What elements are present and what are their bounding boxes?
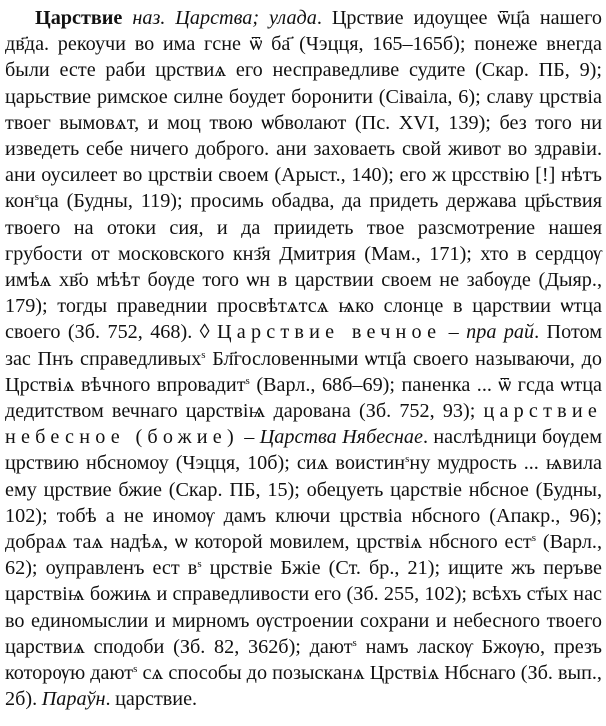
italic-gloss: Царства Нябеснае [259,426,423,449]
entry-text: (Варл., 62); оуправленъ ест в [5,531,602,580]
spaced-phrase: царствие небесное (божие) [5,400,602,449]
spaced-phrase: Царствие вечное [217,321,442,344]
superscript-mark: s [531,532,537,545]
italic-gloss: Параўн [41,688,106,711]
superscript-mark: s [352,636,357,649]
entry-text: сѧ способы до позысканѧ Црствіѧ Нбснаго (Зб. вып., 2б). [5,662,602,711]
superscript-mark: s [34,191,39,204]
entry-text: ца (Будны, 119); просимь обадва, да придеть держава цр҃ьствия твоего на отоки сия, и да приидеть твое разсмотрение нашея грубости от московского кнз҃я Дмитрия (Мам., 171); хто в сердцѹ имѣѧ хв҃о мѣѣт бѹде того ѡн в царствии своем не забѹде (Дыяр., 179); тогды праведнии просвѣтѧтсѧ ѩко слонце в царствии ѡтца своего (Зб. 752, 468). ◊ [5,190,602,344]
entry-body [5,7,602,710]
dictionary-entry [5,5,602,712]
entry-text: . Црствие идоущее ѿц҃а нашего дв҃да. рекоучи во има гсне ѿ ба҃ (Чэцця, 165–165б); понеже внегда были есте раби црствиѧ его несправедливе судите (Скар. ПБ, 9); царьствие римское силне боудет боронити (Сіваіла, 6); славу црствіа твоег вымовѧт, и моц твою ѡбволают (Пс. XVI, 139); без того ни изведеть себе ничего доброго. ани заховаеть свой живот во здравіи. ани оусилеет во црствіи своем (Арыст., 140); его ж црсствію [!] нѣтъ кон [5,7,602,213]
superscript-mark: s [245,374,250,387]
entry-text: ну мудрость ... ѩвила ему црствие бжие (Скар. ПБ, 15); обецуеть царствіе нбсное (Будны, 102); тобѣ а не иномѹ дамъ ключи црствіа нбсного (Апакр., 96); добраѧ таѧ надѣѧ, ѡ которой мовилем, црствіѧ нбсного ест [5,452,602,554]
entry-text: (Варл., 68б–69); паненка ... ѿ гсда ѡтца дедитством вечнаго царствіѩ дарована (Зб. 752, 93); [5,373,603,423]
headword: Царствие [35,7,123,29]
superscript-mark: s [133,663,138,676]
superscript-mark: s [201,348,206,361]
entry-text: намъ ласкѹ Бжѹю, презъ которѹю дают [5,635,602,685]
superscript-mark: s [197,558,202,571]
superscript-mark: s [405,453,410,466]
entry-text: Бл҃гословенными ѡтц҃а своего называючи, до Црствіѧ вѣчного впровадит [5,347,602,396]
entry-text [122,7,132,29]
entry-text: . наслѣдници бѹдем црствию нбсномоу (Чэцця, 10б); сиѧ воистин [5,426,603,475]
italic-gloss: пра рай [466,321,535,344]
entry-text: – [238,426,260,449]
italic-gloss: наз. Царства; улада [132,7,317,29]
entry-text: – [441,321,467,344]
entry-text: . Потом зас Пнъ справедливых [5,321,602,370]
entry-text: . царствие. [105,688,198,711]
entry-text: црствіе Бжіе (Ст. бр., 21); ищите жъ перъве царствіѩ божиѩ и справедливости его (Зб. 255, 102); всѣхъ ст҃ых нас во единомыслии и мирномъ ѹстроении сохрани и небесного твоего царствиѧ сподоби (Зб. 82, 362б); дают [5,557,602,658]
